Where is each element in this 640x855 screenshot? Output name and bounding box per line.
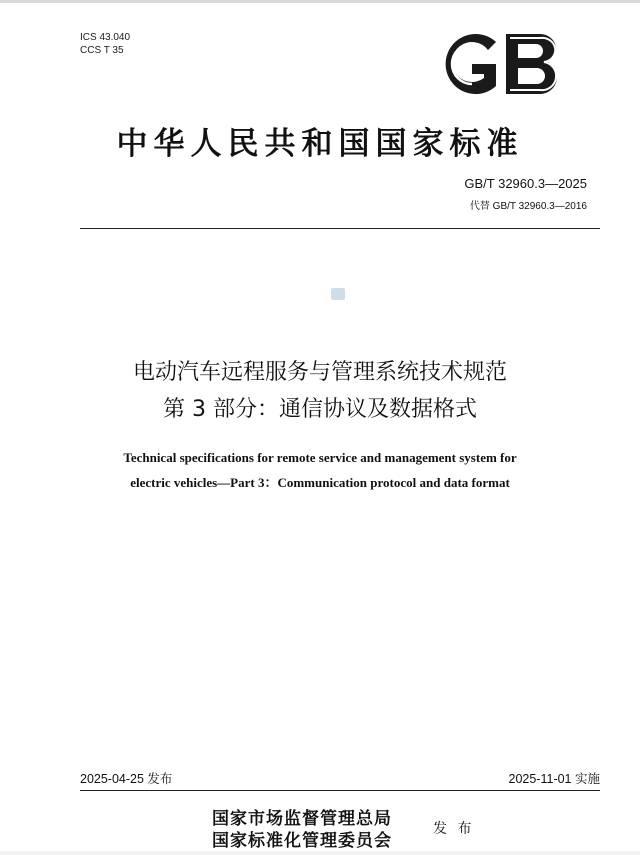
chinese-title-line-1: 电动汽车远程服务与管理系统技术规范 [132, 360, 507, 385]
chinese-title-line-2: 第 3 部分：通信协议及数据格式 [163, 397, 477, 422]
implementation-date: 2025-11-01 实施 [508, 772, 600, 786]
ics-code: ICS 43.040 [80, 32, 131, 43]
top-border [0, 0, 640, 3]
gb-logo [436, 28, 566, 100]
issuer-samr: 国家市场监督管理总局 [212, 809, 392, 829]
header-divider [80, 228, 600, 229]
standard-number: GB/T 32960.3—2025 [464, 176, 587, 191]
issuer-sac: 国家标准化管理委员会 [212, 831, 392, 851]
bottom-border [0, 851, 640, 855]
classification-codes [80, 31, 130, 57]
issue-action: 发 布 [433, 821, 475, 837]
issue-date: 2025-04-25 发布 [80, 772, 173, 786]
english-title-line-2: electric vehicles—Part 3：Communication protocol and data format [130, 475, 510, 490]
ccs-code: CCS T 35 [80, 45, 124, 56]
footer-divider [80, 790, 600, 791]
replaces-standard: 代替 GB/T 32960.3—2016 [469, 201, 587, 212]
english-title-line-1: Technical specifications for remote service and management system for [123, 450, 517, 465]
national-standard-title: 中华人民共和国国家标准 [116, 126, 524, 162]
small-stamp-mark [331, 288, 345, 300]
